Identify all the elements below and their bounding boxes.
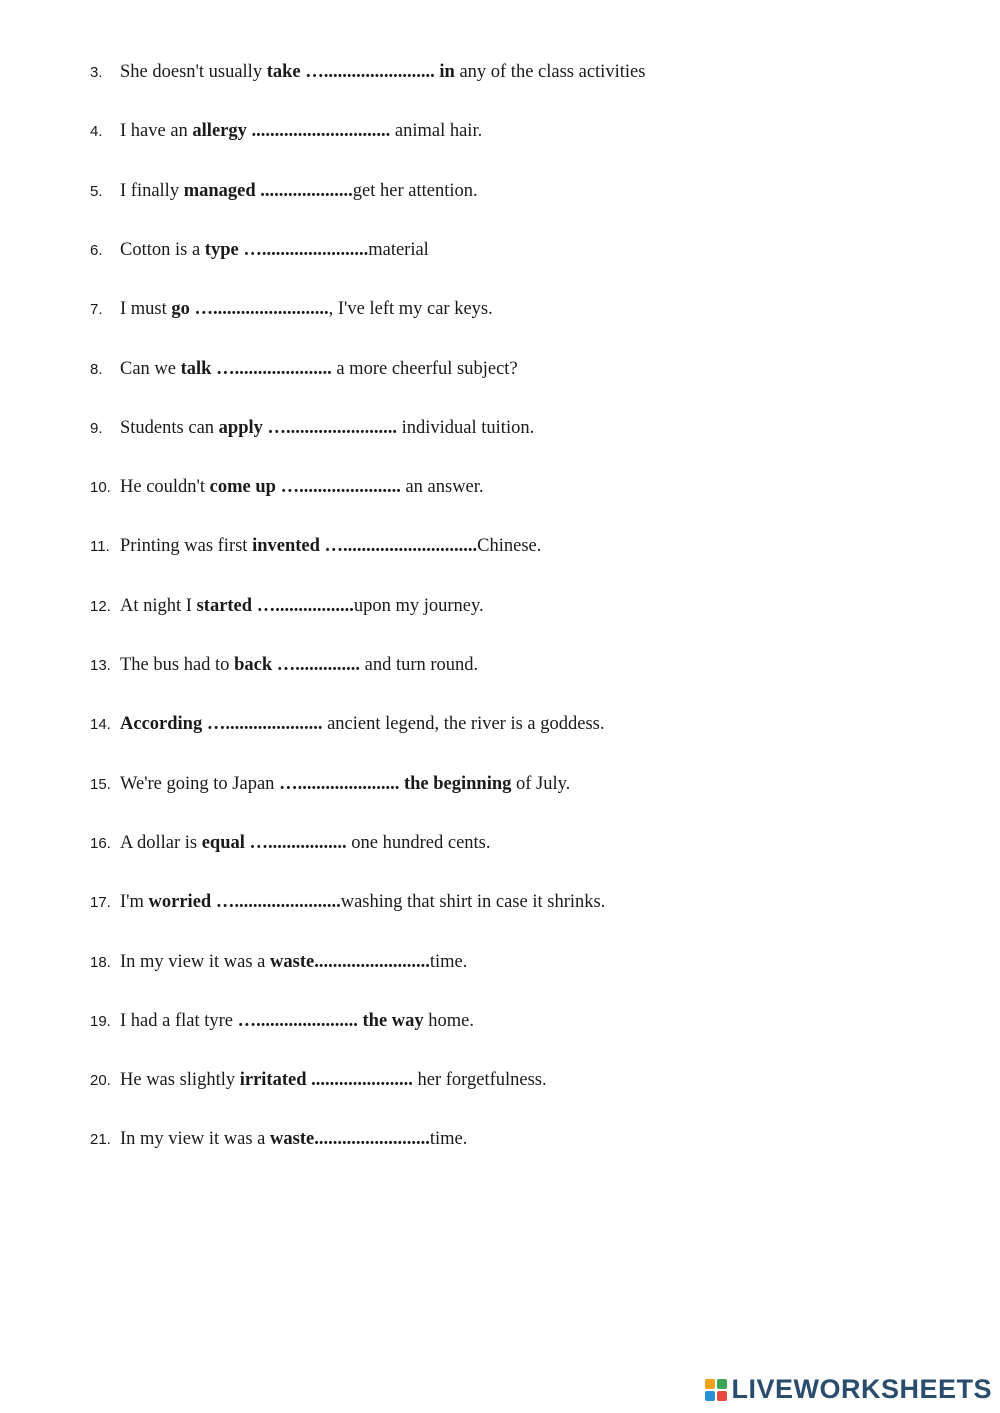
item-sentence [120, 892, 605, 912]
item-number: 14. [90, 716, 111, 734]
exercise-item [90, 294, 493, 324]
item-number: 10. [90, 479, 111, 497]
sentence-fragment: of July. [511, 773, 571, 794]
bold-keyword: …...................... [279, 773, 400, 794]
bold-keyword: ….............. [272, 655, 360, 675]
sentence-fragment: an answer. [400, 477, 484, 498]
sentence-fragment: The bus had to [120, 655, 235, 675]
item-sentence [120, 62, 645, 82]
sentence-fragment: I finally [120, 180, 184, 201]
sentence-fragment: time. [429, 951, 468, 972]
bold-keyword: …...................... [275, 477, 401, 498]
bold-keyword: ...................... [306, 1070, 413, 1091]
sentence-fragment: material [368, 239, 429, 260]
item-number: 18. [90, 953, 111, 971]
bold-keyword: the beginning [399, 773, 512, 794]
bold-keyword: …....................... [238, 239, 369, 260]
exercise-item [90, 591, 484, 621]
exercise-item [90, 354, 518, 384]
item-number: 20. [90, 1072, 111, 1090]
bold-keyword: come up [209, 477, 276, 498]
sentence-fragment: her forgetfulness. [412, 1070, 547, 1091]
item-number: 16. [90, 834, 111, 852]
item-number: 7. [90, 301, 103, 319]
exercise-item [90, 472, 484, 502]
item-number: 8. [90, 360, 103, 378]
exercise-item [90, 709, 605, 739]
liveworksheets-logo [705, 1374, 992, 1405]
bold-keyword: take [266, 62, 301, 82]
bold-keyword: …......................... [189, 299, 329, 320]
bold-keyword: type [204, 239, 239, 260]
item-number: 11. [90, 538, 110, 556]
bold-keyword: managed [183, 180, 256, 201]
item-sentence [120, 536, 541, 556]
item-sentence [120, 714, 605, 734]
item-sentence [120, 181, 478, 201]
sentence-fragment: any of the class activities [454, 62, 646, 82]
item-sentence [120, 477, 484, 497]
exercise-item [90, 769, 570, 799]
item-sentence [120, 1070, 547, 1090]
sentence-fragment: We're going to Japan [120, 773, 280, 794]
item-sentence [120, 359, 518, 379]
bold-keyword: the way [357, 1010, 424, 1031]
exercise-item [90, 1124, 467, 1154]
exercise-item [90, 235, 429, 265]
bold-keyword: worried [148, 892, 212, 913]
bold-keyword: According [120, 714, 203, 735]
exercise-item [90, 1065, 547, 1095]
bold-keyword: …...................... [237, 1010, 358, 1031]
sentence-fragment: I have an [120, 121, 193, 142]
exercise-item [90, 531, 541, 561]
sentence-fragment: A dollar is [120, 832, 202, 853]
logo-square-1 [705, 1379, 715, 1389]
item-number: 3. [90, 64, 103, 81]
sentence-fragment: Can we [120, 358, 181, 379]
bold-keyword: talk [180, 358, 212, 379]
item-number: 13. [90, 657, 111, 674]
exercise-item [90, 57, 645, 87]
exercise-item [90, 1006, 474, 1036]
item-sentence [120, 299, 493, 319]
liveworksheets-logo-icon [705, 1379, 727, 1401]
item-number: 15. [90, 775, 111, 793]
item-sentence [120, 833, 491, 853]
sentence-fragment: ancient legend, the river is a goddess. [322, 714, 605, 735]
sentence-fragment: In my view it was a [120, 951, 271, 972]
bold-keyword: go [171, 299, 190, 320]
sentence-fragment: He couldn't [120, 477, 210, 498]
sentence-fragment: She doesn't usually [120, 62, 267, 82]
sentence-fragment: animal hair. [390, 121, 483, 142]
item-number: 5. [90, 182, 103, 200]
bold-keyword: irritated [239, 1070, 307, 1091]
item-number: 21. [90, 1131, 111, 1149]
bold-keyword: …................. [252, 595, 354, 616]
item-sentence [120, 596, 484, 616]
exercise-item [90, 413, 534, 443]
item-sentence [120, 655, 478, 675]
item-number: 12. [90, 597, 111, 615]
sentence-fragment: time. [429, 1129, 468, 1150]
item-number: 4. [90, 123, 103, 141]
item-number: 6. [90, 241, 103, 259]
bold-keyword: …........................ [300, 62, 440, 82]
logo-text: LIVEWORKSHEETS [731, 1374, 992, 1404]
bold-keyword: started [196, 595, 253, 616]
sentence-fragment: get her attention. [352, 180, 478, 201]
sentence-fragment: home. [423, 1010, 475, 1031]
logo-square-4 [717, 1391, 727, 1401]
item-sentence [120, 774, 570, 794]
sentence-fragment: In my view it was a [120, 1129, 271, 1150]
sentence-fragment: one hundred cents. [346, 832, 491, 853]
sentence-fragment: Students can [120, 417, 219, 438]
bold-keyword: .............................. [246, 121, 391, 142]
bold-keyword: …................. [244, 832, 347, 853]
item-sentence [120, 240, 429, 260]
item-sentence [120, 1011, 474, 1031]
item-number: 19. [90, 1012, 111, 1030]
exercise-item [90, 887, 605, 917]
sentence-fragment: a more cheerful subject? [331, 358, 518, 379]
item-sentence [120, 1129, 467, 1149]
sentence-fragment: I must [120, 299, 172, 320]
sentence-fragment: , I've left my car keys. [328, 299, 493, 320]
sentence-fragment: individual tuition. [397, 417, 535, 438]
bold-keyword: waste [270, 1129, 315, 1150]
item-number: 17. [90, 894, 111, 912]
sentence-fragment: At night I [120, 595, 197, 616]
item-sentence [120, 952, 467, 972]
exercise-item [90, 176, 478, 206]
bold-keyword: …..................... [202, 714, 323, 735]
logo-square-2 [717, 1379, 727, 1389]
sentence-fragment: washing that shirt in case it shrinks. [340, 892, 606, 913]
item-sentence [120, 121, 482, 141]
sentence-fragment: Cotton is a [120, 239, 205, 260]
exercise-item [90, 828, 491, 858]
bold-keyword: …............................. [319, 536, 478, 557]
bold-keyword: invented [252, 536, 320, 557]
sentence-fragment: Printing was first [120, 536, 253, 557]
bold-keyword: apply [218, 417, 263, 438]
bold-keyword: equal [201, 832, 245, 853]
bold-keyword: …..................... [211, 358, 332, 379]
sentence-fragment: and turn round. [359, 655, 479, 675]
sentence-fragment: upon my journey. [353, 595, 484, 616]
item-number: 9. [90, 419, 103, 437]
bold-keyword: …....................... [211, 892, 341, 913]
bold-keyword: ......................... [314, 1129, 430, 1150]
sentence-fragment: He was slightly [120, 1070, 240, 1091]
bold-keyword: waste [270, 951, 315, 972]
bold-keyword: in [439, 62, 455, 82]
sentence-fragment: I'm [120, 892, 149, 913]
exercise-item [90, 116, 482, 146]
logo-square-3 [705, 1391, 715, 1401]
exercise-item [90, 650, 478, 680]
sentence-fragment: Chinese. [477, 536, 542, 557]
bold-keyword: ......................... [314, 951, 430, 972]
bold-keyword: back [234, 655, 273, 675]
exercise-item [90, 947, 467, 977]
item-sentence [120, 418, 534, 438]
bold-keyword: .................... [255, 180, 353, 201]
bold-keyword: allergy [192, 121, 247, 142]
bold-keyword: …........................ [262, 417, 397, 438]
sentence-fragment: I had a flat tyre [120, 1010, 238, 1031]
